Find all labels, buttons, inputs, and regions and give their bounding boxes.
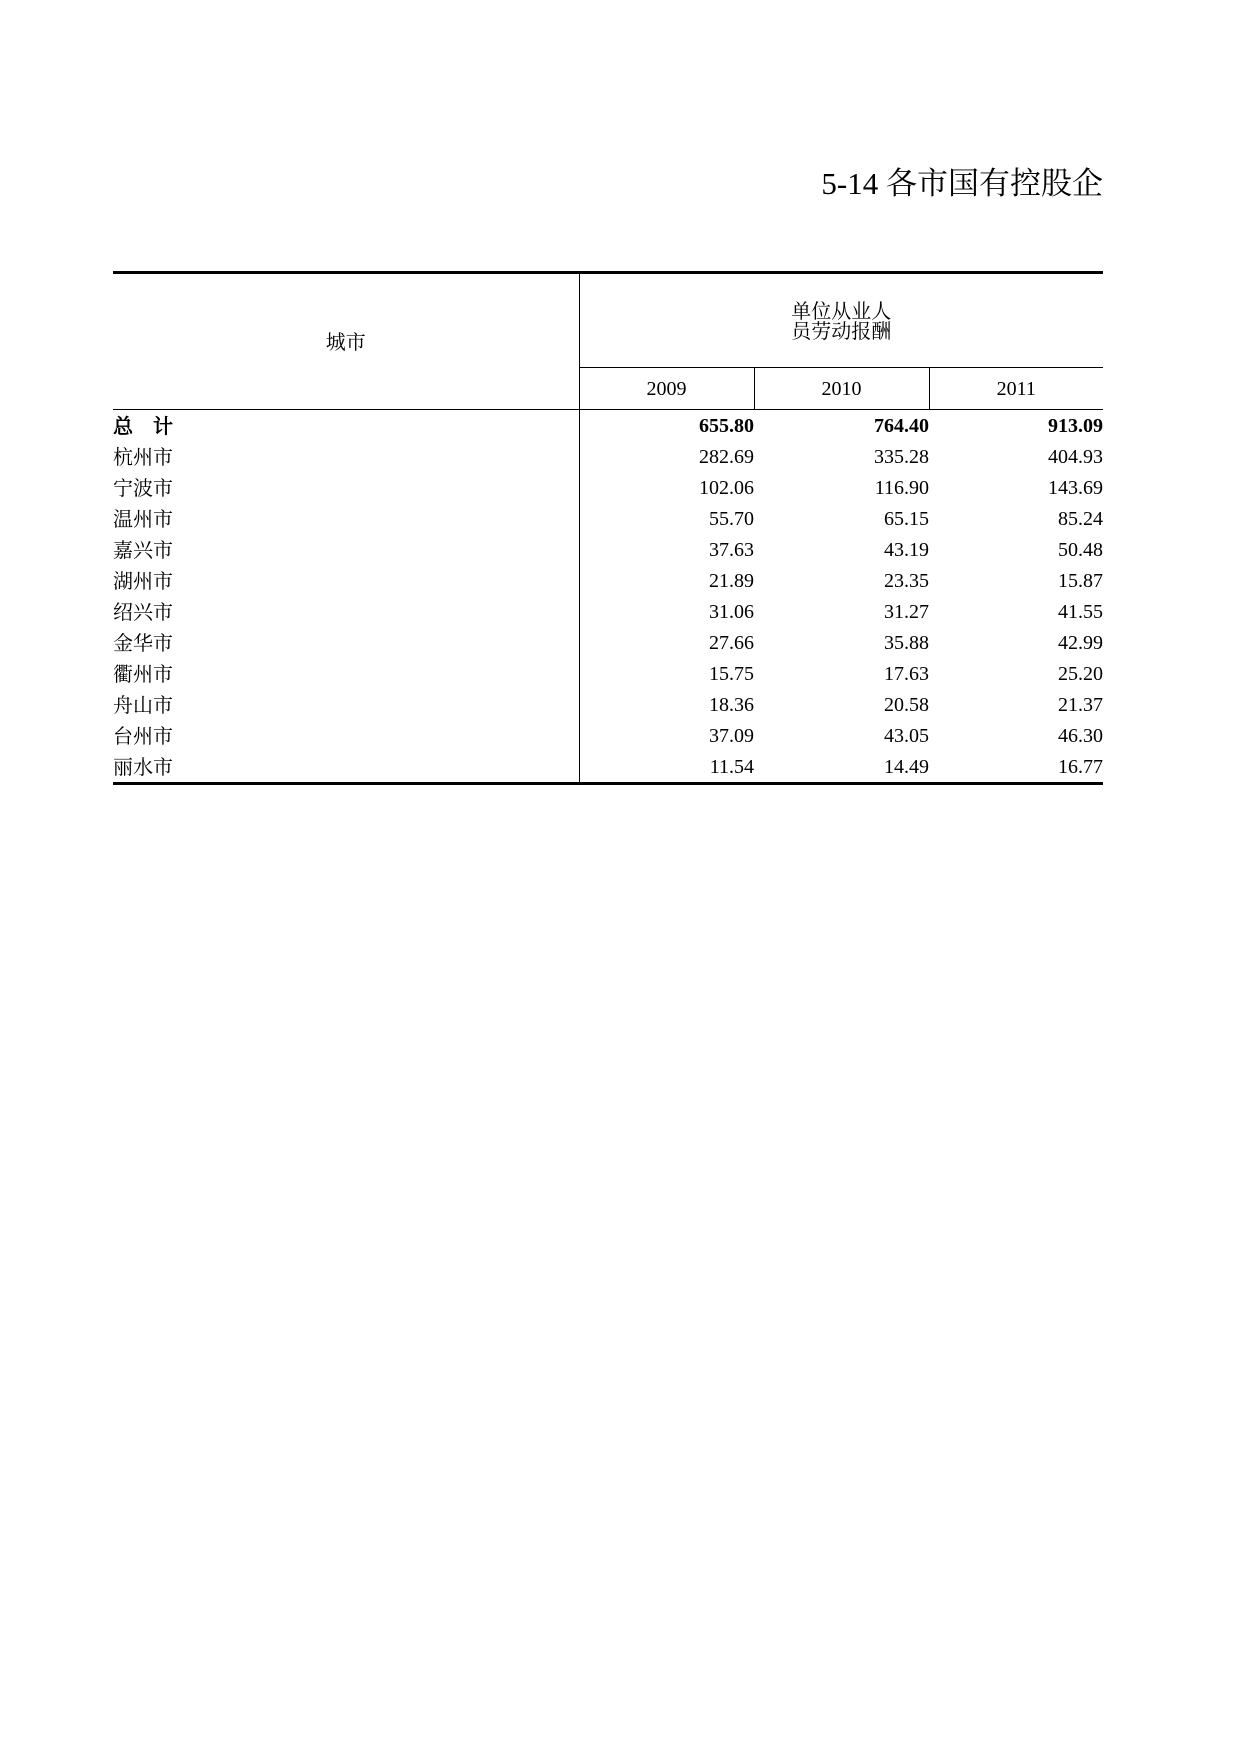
column-header-year: 2009 xyxy=(579,368,754,410)
value-cell-2009: 21.89 xyxy=(709,569,754,592)
table-body xyxy=(113,410,1103,784)
value-cell-2009: 37.63 xyxy=(709,538,754,561)
column-header-year: 2011 xyxy=(929,368,1103,410)
value-cell-2010: 35.88 xyxy=(884,631,929,654)
value-cell-2010: 14.49 xyxy=(754,751,929,784)
table-row xyxy=(113,596,1103,627)
value-cell-2011: 50.48 xyxy=(1058,538,1103,561)
table-row xyxy=(113,658,1103,689)
value-cell-2010: 17.63 xyxy=(884,662,929,685)
value-cell-2011: 15.87 xyxy=(1058,569,1103,592)
title-text: 各市国有控股企 xyxy=(886,166,1103,202)
value-cell-2010: 23.35 xyxy=(884,569,929,592)
value-cell-2010: 43.19 xyxy=(884,538,929,561)
city-name-cell: 温州市 xyxy=(113,503,579,534)
table-row xyxy=(113,534,1103,565)
value-cell-2010: 31.27 xyxy=(884,600,929,623)
value-cell-2011: 46.30 xyxy=(1058,724,1103,747)
title-number: 5-14 xyxy=(821,166,879,201)
city-name-cell: 金华市 xyxy=(113,627,579,658)
value-cell-2010: 43.05 xyxy=(884,724,929,747)
header-row-group xyxy=(113,273,1103,368)
value-cell-2009: 37.09 xyxy=(709,724,754,747)
page-title xyxy=(821,168,1103,200)
value-cell-2009: 282.69 xyxy=(699,445,754,468)
value-cell-2009: 55.70 xyxy=(709,507,754,530)
table-row-total xyxy=(113,410,1103,442)
city-name-cell: 绍兴市 xyxy=(113,596,579,627)
city-name-cell: 衢州市 xyxy=(113,658,579,689)
value-cell-2011: 16.77 xyxy=(929,751,1103,784)
table-row xyxy=(113,627,1103,658)
city-name-cell: 台州市 xyxy=(113,720,579,751)
value-cell-2010: 65.15 xyxy=(884,507,929,530)
column-group-header xyxy=(579,273,1103,368)
value-cell-2009: 102.06 xyxy=(699,476,754,499)
value-cell-2009: 31.06 xyxy=(709,600,754,623)
value-cell-2010: 335.28 xyxy=(874,445,929,468)
value-cell-2011: 41.55 xyxy=(1058,600,1103,623)
table-row xyxy=(113,503,1103,534)
table-row xyxy=(113,565,1103,596)
city-name-cell: 舟山市 xyxy=(113,689,579,720)
table-row xyxy=(113,751,1103,784)
value-cell-2011: 21.37 xyxy=(1058,693,1103,716)
value-cell-2011: 85.24 xyxy=(1058,507,1103,530)
value-cell-2011: 143.69 xyxy=(1048,476,1103,499)
value-cell-2011: 42.99 xyxy=(1058,631,1103,654)
column-header-year: 2010 xyxy=(754,368,929,410)
value-cell-2009: 27.66 xyxy=(709,631,754,654)
city-name-cell: 丽水市 xyxy=(113,751,579,784)
value-cell-2009: 11.54 xyxy=(579,751,754,784)
city-name-cell: 湖州市 xyxy=(113,565,579,596)
value-cell-2009: 15.75 xyxy=(709,662,754,685)
value-cell-2009: 18.36 xyxy=(709,693,754,716)
table-row xyxy=(113,441,1103,472)
table-row xyxy=(113,720,1103,751)
city-name-cell: 宁波市 xyxy=(113,472,579,503)
value-cell-2010: 20.58 xyxy=(884,693,929,716)
group-header-line-1: 单位从业人 xyxy=(791,298,892,323)
city-name-cell: 嘉兴市 xyxy=(113,534,579,565)
table-row xyxy=(113,472,1103,503)
value-cell-2010: 116.90 xyxy=(874,476,929,499)
table-row xyxy=(113,689,1103,720)
value-cell-2010: 764.40 xyxy=(874,414,929,437)
value-cell-2011: 913.09 xyxy=(1048,414,1103,437)
value-cell-2011: 404.93 xyxy=(1048,445,1103,468)
city-name-cell: 总 计 xyxy=(113,410,579,442)
city-name-cell: 杭州市 xyxy=(113,441,579,472)
value-cell-2011: 25.20 xyxy=(1058,662,1103,685)
value-cell-2009: 655.80 xyxy=(699,414,754,437)
group-header-line-2: 员劳动报酬 xyxy=(791,318,892,343)
column-header-city: 城市 xyxy=(113,273,579,410)
data-table xyxy=(113,271,1103,785)
